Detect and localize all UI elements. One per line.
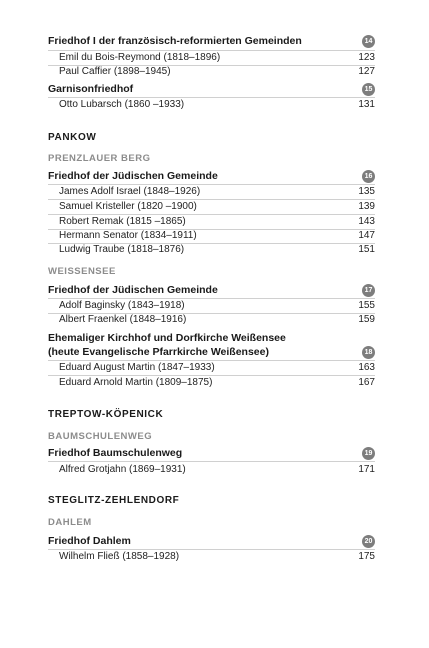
cemetery-title: Ehemaliger Kirchhof und Dorfkirche Weißensee [48, 332, 286, 344]
divider [48, 214, 375, 215]
entry-name: Wilhelm Fließ (1858–1928) [59, 551, 180, 562]
entry-name: Emil du Bois-Reymond (1818–1896) [59, 52, 221, 63]
entry-name: Robert Remak (1815 –1865) [59, 216, 186, 227]
entry-page: 123 [358, 52, 375, 63]
cemetery-title: Garnisonfriedhof [48, 83, 134, 95]
divider [48, 549, 375, 550]
cemetery-number-badge: 17 [362, 284, 375, 297]
entry-name: Eduard August Martin (1847–1933) [59, 362, 215, 373]
entry-name: Adolf Baginsky (1843–1918) [59, 300, 185, 311]
entry-name: Otto Lubarsch (1860 –1933) [59, 99, 185, 110]
cemetery-number-badge: 20 [362, 535, 375, 548]
subdistrict-heading: DAHLEM [48, 517, 92, 528]
cemetery-title: Friedhof der Jüdischen Gemeinde [48, 284, 218, 296]
entry-name: Hermann Senator (1834–1911) [59, 230, 197, 241]
entry-name: Eduard Arnold Martin (1809–1875) [59, 377, 213, 388]
entry-page: 171 [358, 464, 375, 475]
divider [48, 50, 375, 51]
entry-name: Ludwig Traube (1818–1876) [59, 244, 185, 255]
subdistrict-heading: PRENZLAUER BERG [48, 153, 151, 164]
entry-name: Albert Fraenkel (1848–1916) [59, 314, 187, 325]
cemetery-title: Friedhof Baumschulenweg [48, 447, 183, 459]
entry-page: 131 [358, 99, 375, 110]
divider [48, 298, 375, 299]
subdistrict-heading: WEISSENSEE [48, 266, 116, 277]
entry-page: 163 [358, 362, 375, 373]
district-heading: STEGLITZ-ZEHLENDORF [48, 495, 180, 506]
entry-name: James Adolf Israel (1848–1926) [59, 186, 201, 197]
entry-page: 135 [358, 186, 375, 197]
divider [48, 199, 375, 200]
cemetery-title: Friedhof Dahlem [48, 535, 131, 547]
entry-name: Alfred Grotjahn (1869–1931) [59, 464, 186, 475]
cemetery-number-badge: 14 [362, 35, 375, 48]
district-heading: TREPTOW-KÖPENICK [48, 409, 164, 420]
entry-page: 139 [358, 201, 375, 212]
cemetery-number-badge: 15 [362, 83, 375, 96]
cemetery-number-badge: 19 [362, 447, 375, 460]
entry-page: 127 [358, 66, 375, 77]
divider [48, 461, 375, 462]
district-heading: PANKOW [48, 132, 97, 143]
subdistrict-heading: BAUMSCHULENWEG [48, 431, 153, 442]
entry-name: Samuel Kristeller (1820 –1900) [59, 201, 197, 212]
cemetery-title: (heute Evangelische Pfarrkirche Weißensee) [48, 346, 269, 358]
entry-page: 167 [358, 377, 375, 388]
entry-page: 151 [358, 244, 375, 255]
cemetery-title: Friedhof I der französisch-reformierten Gemeinden [48, 35, 302, 47]
cemetery-number-badge: 16 [362, 170, 375, 183]
cemetery-number-badge: 18 [362, 346, 375, 359]
entry-page: 147 [358, 230, 375, 241]
entry-page: 159 [358, 314, 375, 325]
divider [48, 97, 375, 98]
divider [48, 375, 375, 376]
entry-page: 143 [358, 216, 375, 227]
entry-page: 175 [358, 551, 375, 562]
entry-name: Paul Caffier (1898–1945) [59, 66, 171, 77]
cemetery-title: Friedhof der Jüdischen Gemeinde [48, 170, 218, 182]
divider [48, 184, 375, 185]
entry-page: 155 [358, 300, 375, 311]
divider [48, 360, 375, 361]
